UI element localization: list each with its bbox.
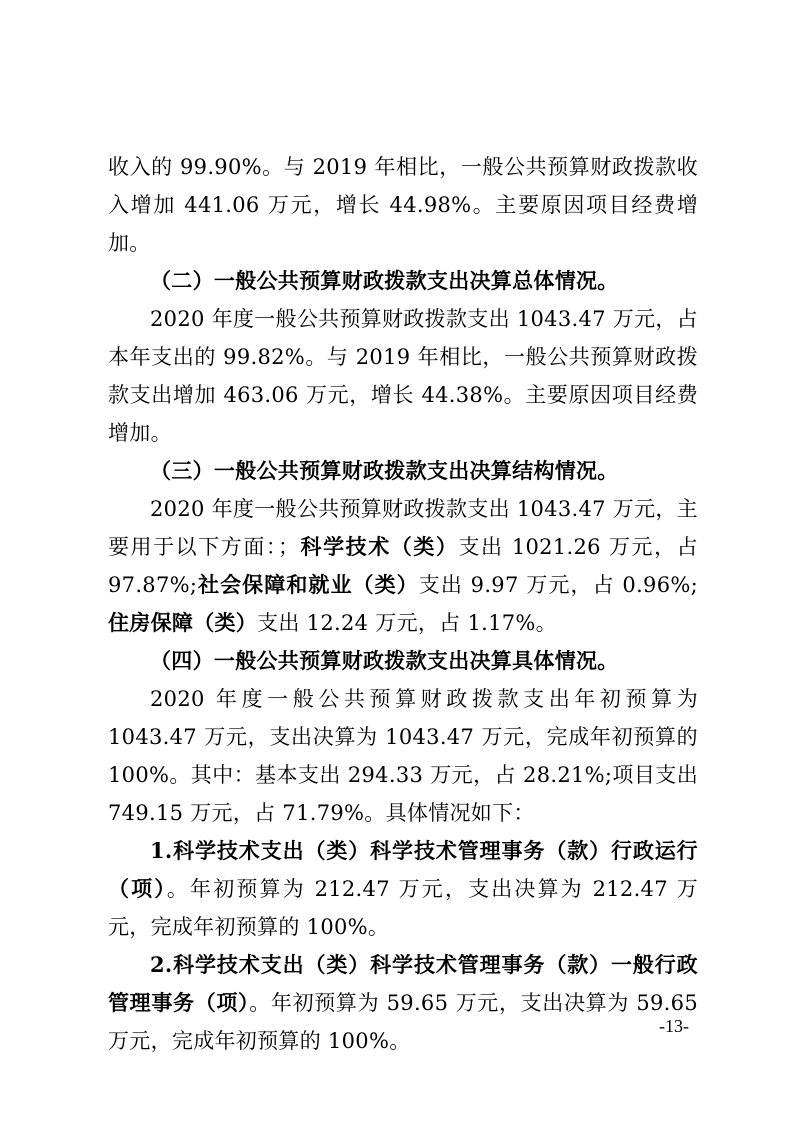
structure-item2-text: 支出 9.97 万元，占 0.96%;	[418, 573, 698, 597]
heading-expenditure-overall: （二）一般公共预算财政拨款支出决算总体情况。	[150, 268, 619, 293]
structure-item2-label: 社会保障和就业（类）	[197, 572, 419, 597]
structure-item1-label: 科学技术（类）	[299, 534, 459, 559]
paragraph-item-1	[108, 832, 698, 946]
heading-expenditure-detail: （四）一般公共预算财政拨款支出决算具体情况。	[150, 648, 619, 673]
item-1-text: 。年初预算为 212.47 万元，支出决算为 212.47 万元，完成年初预算的 100%。	[108, 877, 698, 939]
structure-item1-text: 支出 1021.26 万元，占 97.87%;	[108, 535, 698, 597]
paragraph-income-summary: 收入的 99.90%。与 2019 年相比，一般公共预算财政拨款收入增加 441.06 万元，增长 44.98%。主要原因项目经费增加。	[108, 155, 698, 255]
paragraph-expenditure-overall: 2020 年度一般公共预算财政拨款支出 1043.47 万元，占本年支出的 99.82%。与 2019 年相比，一般公共预算财政拨款支出增加 463.06 万元，增长 44.38%。主要原因项目经费增加。	[108, 307, 698, 445]
heading-expenditure-structure: （三）一般公共预算财政拨款支出决算结构情况。	[150, 458, 619, 483]
structure-item3-label: 住房保障（类）	[108, 610, 258, 635]
paragraph-expenditure-structure	[108, 490, 698, 642]
paragraph-item-2	[108, 946, 698, 1060]
paragraph-expenditure-detail: 2020 年度一般公共预算财政拨款支出年初预算为 1043.47 万元，支出决算为 1043.47 万元，完成年初预算的 100%。其中：基本支出 294.33 万元，占 28.21%;项目支出 749.15 万元，占 71.79%。具体情况如下：	[108, 687, 698, 825]
structure-item3-text: 支出 12.24 万元，占 1.17%。	[257, 611, 557, 635]
item-2-label: 2.科学技术支出（类）科学技术管理事务（款）一般行政管理事务（项）	[108, 952, 698, 1015]
item-1-label: 1.科学技术支出（类）科学技术管理事务（款）行政运行（项）	[108, 838, 698, 901]
page-number: -13-	[659, 1016, 689, 1036]
structure-intro: 2020 年度一般公共预算财政拨款支出 1043.47 万元，主要用于以下方面：；	[108, 497, 698, 559]
item-2-text: 。年初预算为 59.65 万元，支出决算为 59.65 万元，完成年初预算的 100%。	[108, 991, 698, 1053]
body-text	[108, 148, 698, 1060]
